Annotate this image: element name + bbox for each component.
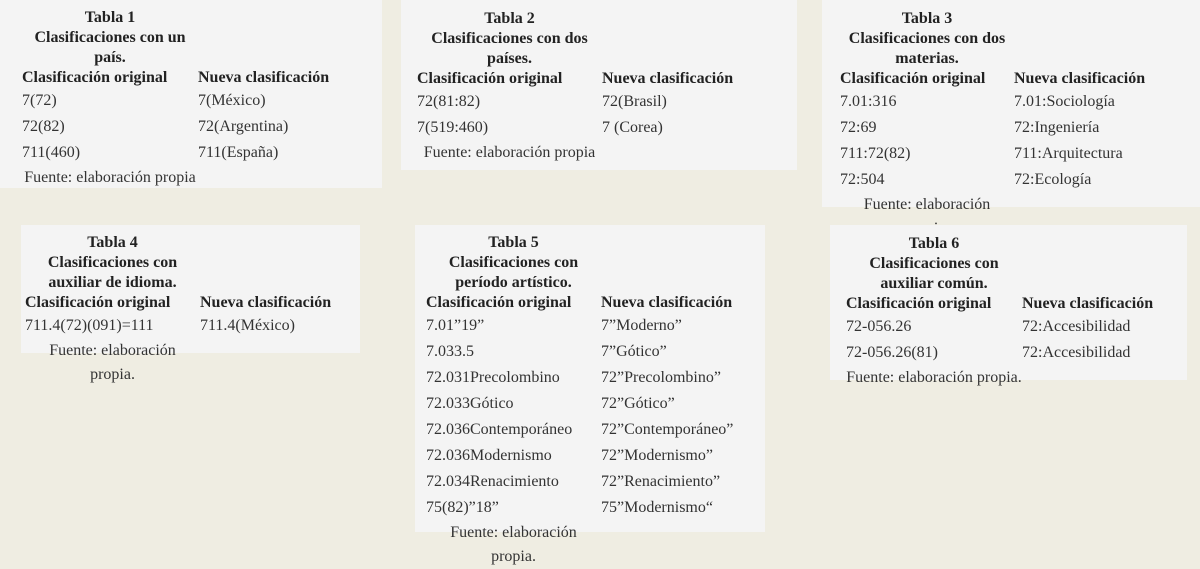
- header-original: Clasificación original: [25, 294, 171, 311]
- new-cell: 72:Accesibilidad: [1022, 318, 1131, 335]
- original-cell: 711(460): [22, 144, 81, 161]
- new-cell: 72”Renacimiento”: [601, 473, 721, 490]
- new-cell: 72:Accesibilidad: [1022, 344, 1131, 361]
- classification-table: [840, 69, 1145, 193]
- new-cell: 72:Ecología: [1014, 171, 1092, 188]
- classification-table: [426, 293, 733, 521]
- original-cell: 711.4(72)(091)=111: [25, 317, 154, 334]
- original-cell: 72.034Renacimiento: [426, 473, 559, 490]
- original-cell: 7.01”19”: [426, 317, 485, 334]
- original-cell: 7(72): [22, 92, 57, 109]
- header-original: Clasificación original: [840, 70, 986, 87]
- table-title: Clasificaciones con un país.: [34, 29, 186, 66]
- new-cell: 72(Brasil): [602, 93, 667, 110]
- classification-table: [22, 68, 329, 166]
- original-cell: 72.033Gótico: [426, 395, 514, 412]
- new-cell: 7”Moderno”: [601, 317, 682, 334]
- header-original: Clasificación original: [22, 69, 168, 86]
- new-cell: 72:Ingeniería: [1014, 119, 1100, 136]
- header-new: Nueva clasificación: [198, 69, 330, 86]
- original-cell: 72(81:82): [417, 93, 481, 110]
- table-title: Clasificaciones con dos países.: [431, 30, 588, 67]
- original-cell: 72-056.26(81): [846, 344, 938, 361]
- table-source: Fuente: elaboración: [863, 196, 991, 213]
- new-cell: 72”Gótico”: [601, 395, 675, 412]
- table-row: [426, 469, 733, 495]
- new-cell: 72”Modernismo”: [601, 447, 713, 464]
- table-number: Tabla 6: [908, 235, 960, 252]
- table-row: [846, 314, 1153, 340]
- table-row: [426, 495, 733, 521]
- new-cell: 711:Arquitectura: [1014, 145, 1123, 162]
- table-number: Tabla 4: [87, 234, 138, 251]
- header-new: Nueva clasificación: [200, 294, 332, 311]
- table-source: Fuente: elaboración propia: [423, 144, 596, 161]
- original-cell: 72:504: [840, 171, 885, 188]
- header-new: Nueva clasificación: [601, 294, 733, 311]
- table-row: [22, 114, 329, 140]
- table-title: Clasificaciones con auxiliar de idioma.: [47, 254, 178, 291]
- original-cell: 7.033.5: [426, 343, 474, 360]
- new-cell: 75”Modernismo“: [601, 499, 713, 516]
- original-cell: 7(519:460): [417, 119, 489, 136]
- table-title: Clasificaciones con período artístico.: [448, 254, 579, 291]
- table-3: [822, 0, 1200, 213]
- new-cell: 72”Contemporáneo”: [601, 421, 734, 438]
- table-number: Tabla 1: [84, 9, 136, 26]
- table-row: [417, 89, 733, 115]
- original-cell: 72.036Contemporáneo: [426, 421, 573, 438]
- classification-table: [846, 294, 1153, 366]
- table-row: [426, 339, 733, 365]
- table-row: [417, 115, 733, 141]
- table-number: Tabla 3: [901, 10, 953, 27]
- table-source: Fuente: elaboración propia.: [49, 342, 176, 383]
- header-new: Nueva clasificación: [602, 70, 734, 87]
- table-row: [840, 115, 1145, 141]
- table-row: [840, 89, 1145, 115]
- original-cell: 75(82)”18”: [426, 499, 499, 516]
- new-cell: 7(México): [198, 92, 266, 109]
- original-cell: 7.01:316: [840, 93, 897, 110]
- new-cell: 7”Gótico”: [601, 343, 667, 360]
- header-original: Clasificación original: [426, 294, 572, 311]
- header-original: Clasificación original: [417, 70, 563, 87]
- table-row: [426, 391, 733, 417]
- table-row: [22, 88, 329, 114]
- new-cell: 711.4(México): [200, 317, 295, 334]
- table-source: Fuente: elaboración propia: [24, 169, 196, 186]
- table-6: [830, 225, 1187, 386]
- new-cell: 711(España): [198, 144, 279, 161]
- header-original: Clasificación original: [846, 295, 992, 312]
- table-row: [426, 443, 733, 469]
- original-cell: 72:69: [840, 119, 877, 136]
- original-cell: 72.031Precolombino: [426, 369, 560, 386]
- table-title: Clasificaciones con dos materias.: [848, 30, 1006, 67]
- original-cell: 711:72(82): [840, 145, 911, 162]
- header-new: Nueva clasificación: [1014, 70, 1146, 87]
- table-row: [22, 140, 329, 166]
- table-number: Tabla 5: [488, 234, 539, 251]
- table-row: [25, 313, 331, 339]
- original-cell: 72(82): [22, 118, 65, 135]
- table-1: [0, 0, 382, 188]
- table-title: Clasificaciones con auxiliar común.: [869, 255, 999, 292]
- table-source: Fuente: elaboración propia.: [846, 369, 1022, 386]
- table-2: [401, 0, 797, 170]
- table-number: Tabla 2: [484, 10, 535, 27]
- header-new: Nueva clasificación: [1022, 295, 1154, 312]
- classification-table: [417, 69, 733, 141]
- table-row: [840, 167, 1145, 193]
- table-row: [840, 141, 1145, 167]
- original-cell: 72.036Modernismo: [426, 447, 552, 464]
- new-cell: 7.01:Sociología: [1014, 93, 1115, 110]
- new-cell: 72(Argentina): [198, 118, 289, 135]
- table-5: [415, 225, 765, 565]
- table-4: [21, 225, 360, 383]
- classification-table: [25, 293, 331, 339]
- original-cell: 72-056.26: [846, 318, 912, 335]
- table-row: [426, 417, 733, 443]
- table-row: [846, 340, 1153, 366]
- table-source: Fuente: elaboración propia.: [450, 524, 577, 565]
- new-cell: 7 (Corea): [602, 119, 663, 136]
- table-row: [426, 365, 733, 391]
- new-cell: 72”Precolombino”: [601, 369, 721, 386]
- table-row: [426, 313, 733, 339]
